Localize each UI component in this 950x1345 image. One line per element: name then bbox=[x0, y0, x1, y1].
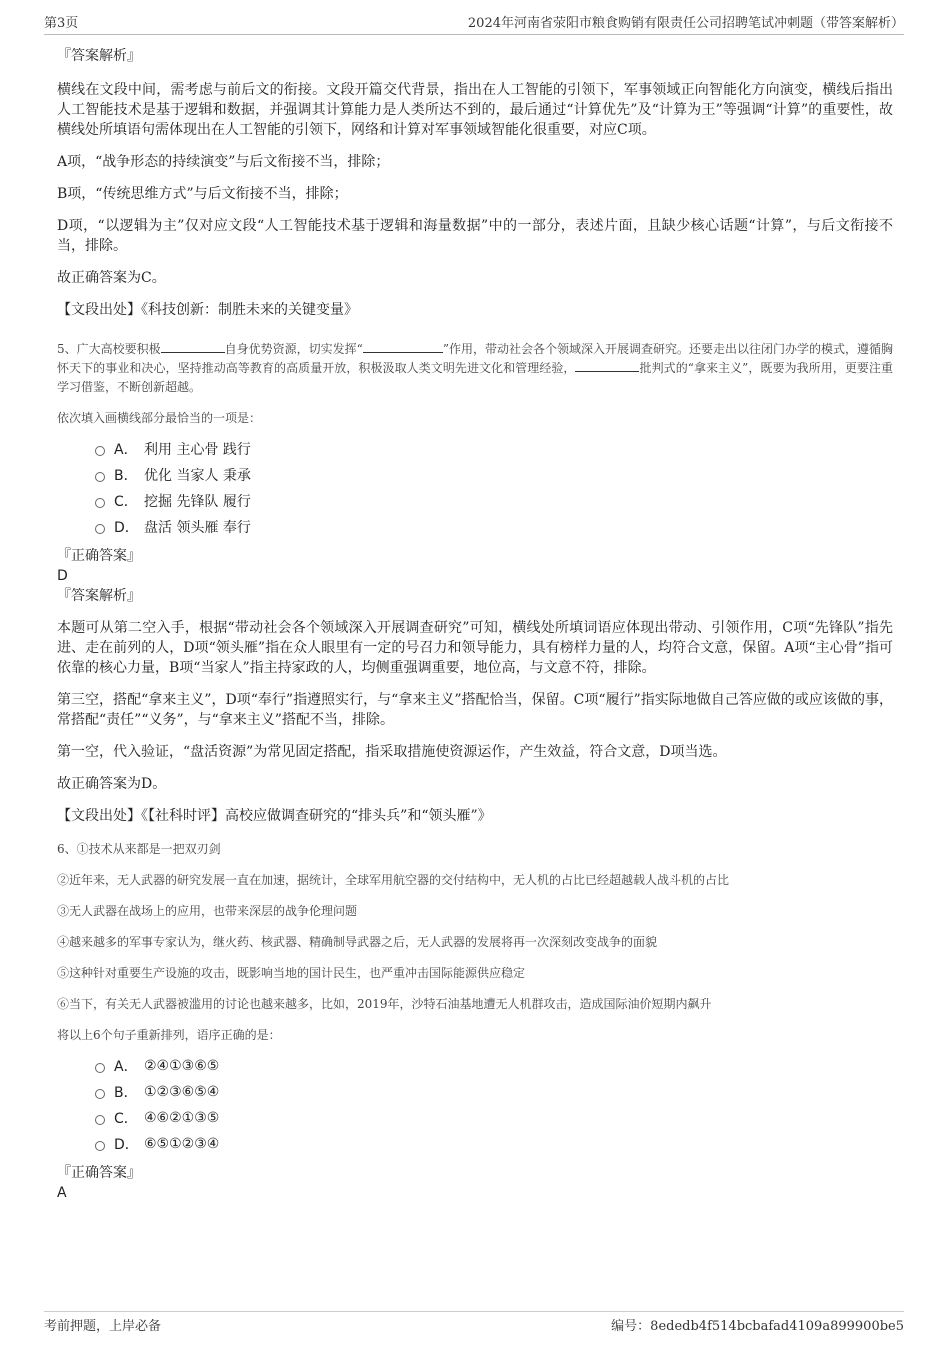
option-a[interactable] bbox=[95, 1053, 893, 1079]
option-text: 利用 主心骨 践行 bbox=[144, 442, 251, 458]
correct-answer-label: 『正确答案』 bbox=[57, 548, 141, 564]
question-5-text: 批判式的“拿来主义”，既要为我所用，更要注重学习借鉴，不断创新超越。 bbox=[57, 361, 893, 394]
question-5-options bbox=[95, 436, 893, 540]
blank-2 bbox=[363, 340, 443, 353]
option-text: 挖掘 先锋队 履行 bbox=[144, 494, 251, 510]
radio-icon[interactable] bbox=[95, 498, 105, 508]
question-6-sentence: 6、①技术从来都是一把双刃剑 bbox=[57, 842, 221, 856]
option-letter: D． bbox=[114, 1137, 139, 1153]
analysis-paragraph: D项，“以逻辑为主”仅对应文段“人工智能技术基于逻辑和海量数据”中的一部分，表述片面，且缺少核心话题“计算”，与后文衔接不当，排除。 bbox=[57, 218, 893, 254]
footer-slogan: 考前押题，上岸必备 bbox=[44, 1319, 162, 1334]
question-5-stem bbox=[57, 340, 893, 397]
analysis-paragraph: 故正确答案为C。 bbox=[57, 270, 166, 286]
source-citation: 【文段出处】《【社科时评】高校应做调查研究的“排头兵”和“领头雁”》 bbox=[57, 808, 492, 824]
option-c[interactable] bbox=[95, 488, 893, 514]
analysis-paragraph: 第三空，搭配“拿来主义”，D项“奉行”指遵照实行，与“拿来主义”搭配恰当，保留。C项“履行”指实际地做自己答应做的或应该做的事，常搭配“责任”“义务”，与“拿来主义”搭配不当，排除。 bbox=[57, 692, 893, 728]
analysis-paragraph: 本题可从第二空入手，根据“带动社会各个领域深入开展调查研究”可知，横线处所填词语应体现出带动、引领作用，C项“先锋队”指先进、走在前列的人，D项“领头雁”指在众人眼里有一定的号召力和领导能力，具有榜样力量的人，均符合文意，保留。A项“主心骨”指可依靠的核心力量，B项“当家人”指主持家政的人，均侧重强调重要，地位高，与文意不符，排除。 bbox=[57, 620, 893, 676]
radio-icon[interactable] bbox=[95, 1063, 105, 1073]
option-b[interactable] bbox=[95, 1079, 893, 1105]
option-d[interactable] bbox=[95, 514, 893, 540]
question-5-prompt: 依次填入画横线部分最恰当的一项是： bbox=[57, 411, 262, 425]
option-b[interactable] bbox=[95, 462, 893, 488]
analysis-paragraph: B项，“传统思维方式”与后文衔接不当，排除； bbox=[57, 186, 348, 202]
analysis-paragraph: 第一空，代入验证，“盘活资源”为常见固定搭配，指采取措施使资源运作，产生效益，符合文意，D项当选。 bbox=[57, 744, 727, 760]
option-text: ⑥⑤①②③④ bbox=[144, 1136, 220, 1152]
analysis-paragraph: A项，“战争形态的持续演变”与后文衔接不当，排除； bbox=[57, 154, 390, 170]
question-5-text: 自身优势资源，切实发挥“ bbox=[224, 342, 363, 356]
analysis-label: 『答案解析』 bbox=[57, 48, 141, 64]
question-6-sentence: ②近年来，无人武器的研究发展一直在加速，据统计，全球军用航空器的交付结构中，无人机的占比已经超越载人战斗机的占比 bbox=[57, 873, 730, 887]
question-6-sentence: ⑥当下，有关无人武器被滥用的讨论也越来越多，比如，2019年，沙特石油基地遭无人机群攻击，造成国际油价短期内飙升 bbox=[57, 997, 712, 1011]
option-letter: B． bbox=[114, 468, 138, 484]
radio-icon[interactable] bbox=[95, 446, 105, 456]
option-text: ②④①③⑥⑤ bbox=[144, 1058, 220, 1074]
option-letter: B． bbox=[114, 1085, 138, 1101]
analysis-label: 『答案解析』 bbox=[57, 588, 141, 604]
page-content bbox=[57, 46, 893, 1203]
radio-icon[interactable] bbox=[95, 1115, 105, 1125]
radio-icon[interactable] bbox=[95, 472, 105, 482]
page-header bbox=[44, 12, 904, 35]
page-number: 第3页 bbox=[44, 16, 79, 31]
radio-icon[interactable] bbox=[95, 1141, 105, 1151]
source-citation: 【文段出处】《科技创新：制胜未来的关键变量》 bbox=[57, 302, 358, 318]
blank-3 bbox=[575, 359, 639, 372]
option-letter: C． bbox=[114, 1111, 138, 1127]
question-6-options bbox=[95, 1053, 893, 1157]
option-letter: D． bbox=[114, 520, 139, 536]
analysis-paragraph: 横线在文段中间，需考虑与前后文的衔接。文段开篇交代背景，指出在人工智能的引领下，军事领域正向智能化方向演变，横线后指出人工智能技术是基于逻辑和数据，并强调其计算能力是人类所达不到的，最后通过“计算优先”及“计算为王”等强调“计算”的重要性，故横线处所填语句需体现出在人工智能的引领下，网络和计算对军事领域智能化很重要，对应C项。 bbox=[57, 82, 893, 138]
correct-answer: D bbox=[57, 568, 68, 584]
option-text: ①②③⑥⑤④ bbox=[144, 1084, 220, 1100]
option-letter: C． bbox=[114, 494, 138, 510]
correct-answer: A bbox=[57, 1185, 67, 1201]
question-6-sentence: ⑤这种针对重要生产设施的攻击，既影响当地的国计民生，也严重冲击国际能源供应稳定 bbox=[57, 966, 526, 980]
option-a[interactable] bbox=[95, 436, 893, 462]
radio-icon[interactable] bbox=[95, 524, 105, 534]
blank-1 bbox=[161, 340, 225, 353]
option-letter: A． bbox=[114, 1059, 138, 1075]
document-title: 2024年河南省荥阳市粮食购销有限责任公司招聘笔试冲刺题（带答案解析） bbox=[467, 16, 904, 31]
question-6-prompt: 将以上6个句子重新排列，语序正确的是： bbox=[57, 1028, 281, 1042]
question-5-text: 5、广大高校要积极 bbox=[57, 342, 161, 356]
option-c[interactable] bbox=[95, 1105, 893, 1131]
document-code: 编号：8ededb4f514bcbafad4109a899900be5 bbox=[611, 1319, 904, 1334]
option-text: 盘活 领头雁 奉行 bbox=[144, 520, 251, 536]
radio-icon[interactable] bbox=[95, 1089, 105, 1099]
page-footer bbox=[44, 1311, 904, 1334]
option-letter: A． bbox=[114, 442, 138, 458]
question-5-text: ”作用，带动社会各个领域深入开展调查研究。还要走出以往闭门办学的模式，遵循胸怀天下的事业和决心，坚持推动高等教育的高质量开放，积极汲取人类文明先进文化和管理经验， bbox=[57, 342, 894, 375]
question-6-sentence: ③无人武器在战场上的应用，也带来深层的战争伦理问题 bbox=[57, 904, 358, 918]
option-d[interactable] bbox=[95, 1131, 893, 1157]
option-text: 优化 当家人 秉承 bbox=[144, 468, 251, 484]
option-text: ④⑥②①③⑤ bbox=[144, 1110, 220, 1126]
question-6-sentence: ④越来越多的军事专家认为，继火药、核武器、精确制导武器之后，无人武器的发展将再一次深刻改变战争的面貌 bbox=[57, 935, 658, 949]
correct-answer-label: 『正确答案』 bbox=[57, 1165, 141, 1181]
analysis-paragraph: 故正确答案为D。 bbox=[57, 776, 167, 792]
